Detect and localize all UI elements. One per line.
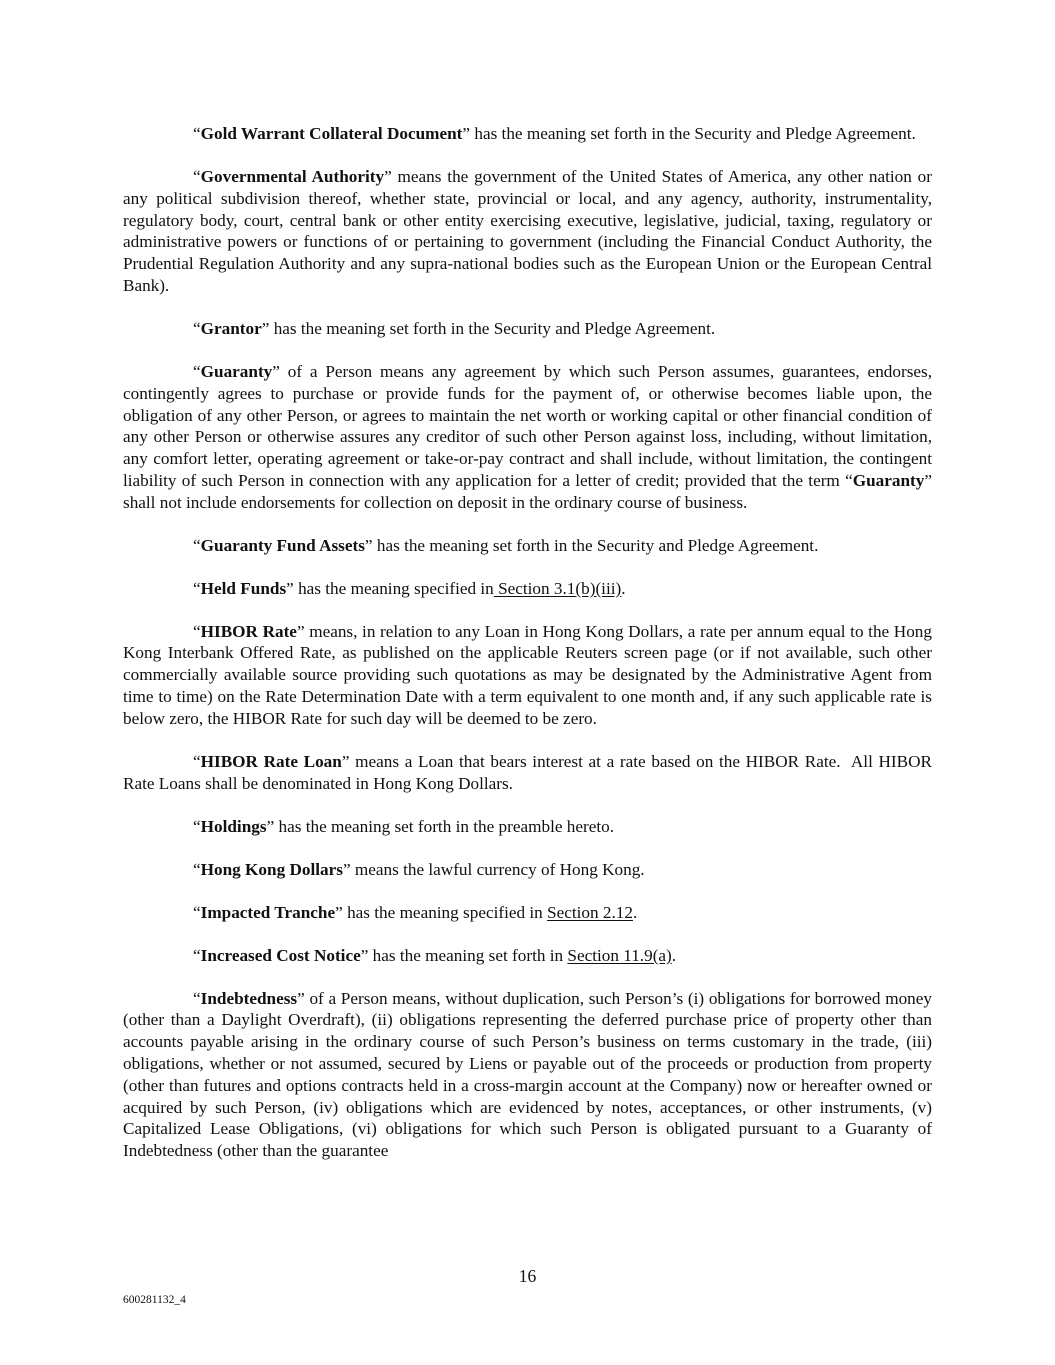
definition-increased-cost-notice: “Increased Cost Notice” has the meaning set forth in Section 11.9(a). [193, 945, 677, 965]
definition-guaranty: “Guaranty” of a Person means any agreement by which such Person assumes, guarantees, endorses, contingently agrees to purchase or provide funds for the payment of, or otherwise becomes liable upon, the obligation of any other Person, or agrees to maintain the net worth or working capital or other financial condition of any other Person or otherwise assures any creditor of such other Person against loss, including, without limitation, any comfort letter, operating agreement or take-or-pay contract and shall include, without limitation, the contingent liability of such Person in connection with any application for a letter of credit; provided that the term “Guaranty” shall not include endorsements for collection on deposit in the ordinary course of business. [123, 361, 932, 512]
defined-term: Impacted Tranche [200, 902, 336, 922]
definition-text-after: . [632, 902, 638, 922]
definition-text: means a Loan that bears interest at a rate based on the HIBOR Rate. All HIBOR Rate Loans shall be denominated in Hong Kong Dollars. [123, 751, 937, 793]
document-body [123, 123, 937, 1183]
defined-term: Increased Cost Notice [200, 945, 361, 965]
defined-term: HIBOR Rate Loan [200, 751, 342, 771]
definition-text: has the meaning set forth in the Security and Pledge Agreement. [470, 124, 916, 143]
defined-term: Governmental Authority [200, 166, 385, 186]
defined-term: HIBOR Rate [200, 621, 297, 641]
defined-term: Indebtedness [200, 988, 298, 1008]
definition-hong-kong-dollars: “Hong Kong Dollars” means the lawful currency of Hong Kong. [193, 859, 645, 879]
defined-term-inline: Guaranty [852, 470, 925, 490]
definition-text-after: . [671, 945, 677, 965]
definition-text: has the meaning set forth in the Security and Pledge Agreement. [269, 318, 716, 338]
defined-term: Gold Warrant Collateral Document [200, 124, 463, 143]
definition-gold-warrant-collateral-document: “Gold Warrant Collateral Document” has the meaning set forth in the Security and Pledge Agreement. [193, 124, 916, 143]
section-cross-reference-link[interactable]: Section 2.12 [547, 902, 633, 922]
definition-text: has the meaning set forth in the preamble hereto. [274, 816, 615, 836]
definition-text: means the lawful currency of Hong Kong. [350, 859, 645, 879]
defined-term: Held Funds [200, 578, 287, 598]
definition-text: means the government of the United States of America, any other nation or any political subdivision thereof, whether state, provincial or local, and any agency, authority, instrumentality, regulatory body, court, central bank or other entity exercising executive, legislative, judicial, taxing, regulatory or administrative powers or functions of or pertaining to government (including the Financial Conduct Authority, the Prudential Regulation Authority and any supra-national bodies such as the European Union or the European Central Bank). [123, 166, 933, 295]
definition-text-after: shall not include endorsements for collection on deposit in the ordinary course of business. [123, 492, 748, 512]
page-number [0, 1266, 1055, 1287]
definition-text: of a Person means any agreement by which such Person assumes, guarantees, endorses, contingently agrees to purchase or provide funds for the payment of, or otherwise becomes liable upon, the obligation of any other Person, or agrees to maintain the net worth or working capital or other financial condition of any other Person or otherwise assures any creditor of such other Person against loss, including, without limitation, any comfort letter, operating agreement or take-or-pay contract and shall include, without limitation, the contingent liability of such Person in connection with any application for a letter of credit; provided that the term [123, 361, 932, 490]
section-cross-reference-link[interactable]: Section 11.9(a) [567, 945, 672, 965]
definition-text: has the meaning set forth in the Security and Pledge Agreement. [372, 535, 819, 555]
definition-text: of a Person means, without duplication, such Person’s (i) obligations for borrowed money (other than a Daylight Overdraft), (ii) obligations representing the deferred purchase price of property other than accounts payable arising in the ordinary course of such Person’s business on terms customary in the trade, (iii) obligations, whether or not assumed, secured by Liens or payable out of the proceeds or production from property (other than futures and options contracts held in a cross-margin account at the Company) now or hereafter owned or acquired by such Person, (iv) obligations which are evidenced by notes, acceptances, or other instruments, (v) Capitalized Lease Obligations, (vi) obligations for which such Person is obligated pursuant to a Guaranty of Indebtedness (other than the guarantee [123, 988, 932, 1161]
definition-held-funds: “Held Funds” has the meaning specified in Section 3.1(b)(iii). [193, 578, 626, 598]
definition-hibor-rate: “HIBOR Rate” means, in relation to any Loan in Hong Kong Dollars, a rate per annum equal to the Hong Kong Interbank Offered Rate, as published on the applicable Reuters screen page (or if not available, such other commercially available source providing such quotations as may be designated by the Administrative Agent from time to time) on the Rate Determination Date with a term equivalent to one month and, if any such applicable rate is below zero, the HIBOR Rate for such day will be deemed to be zero. [123, 621, 932, 728]
definition-text: has the meaning specified in [293, 578, 494, 598]
definition-holdings: “Holdings” has the meaning set forth in the preamble hereto. [193, 816, 615, 836]
defined-term: Guaranty Fund Assets [200, 535, 365, 555]
definition-indebtedness: “Indebtedness” of a Person means, without duplication, such Person’s (i) obligations for borrowed money (other than a Daylight Overdraft), (ii) obligations representing the deferred purchase price of property other than accounts payable arising in the ordinary course of such Person’s business on terms customary in the trade, (iii) obligations, whether or not assumed, secured by Liens or payable out of the proceeds or production from property (other than futures and options contracts held in a cross-margin account at the Company) now or hereafter owned or acquired by such Person, (iv) obligations which are evidenced by notes, acceptances, or other instruments, (v) Capitalized Lease Obligations, (vi) obligations for which such Person is obligated pursuant to a Guaranty of Indebtedness (other than the guarantee [123, 988, 932, 1161]
defined-term: Guaranty [200, 361, 273, 381]
defined-term: Holdings [200, 816, 267, 836]
definition-impacted-tranche: “Impacted Tranche” has the meaning specified in Section 2.12. [193, 902, 638, 922]
definition-guaranty-fund-assets: “Guaranty Fund Assets” has the meaning set forth in the Security and Pledge Agreement. [193, 535, 819, 555]
definition-text-after: . [621, 578, 626, 598]
definition-text: has the meaning specified in [342, 902, 548, 922]
section-cross-reference-link[interactable]: Section 3.1(b)(iii) [493, 578, 622, 598]
definition-text: means, in relation to any Loan in Hong Kong Dollars, a rate per annum equal to the Hong Kong Interbank Offered Rate, as published on the applicable Reuters screen page (or if not available, such other commercially available source providing such quotations as may be designated by the Administrative Agent from time to time) on the Rate Determination Date with a term equivalent to one month and, if any such applicable rate is below zero, the HIBOR Rate for such day will be deemed to be zero. [123, 621, 932, 728]
defined-term: Grantor [200, 318, 262, 338]
definition-text: has the meaning set forth in [368, 945, 568, 965]
definition-hibor-rate-loan: “HIBOR Rate Loan” means a Loan that bears interest at a rate based on the HIBOR Rate. All HIBOR Rate Loans shall be denominated in Hong Kong Dollars. [123, 751, 937, 793]
document-id-footer: 600281132_4 [123, 1294, 186, 1306]
page-number-text: 16 [518, 1266, 537, 1286]
definition-grantor: “Grantor” has the meaning set forth in the Security and Pledge Agreement. [193, 318, 716, 338]
defined-term: Hong Kong Dollars [200, 859, 343, 879]
definition-governmental-authority: “Governmental Authority” means the government of the United States of America, any other nation or any political subdivision thereof, whether state, provincial or local, and any agency, authority, instrumentality, regulatory body, court, central bank or other entity exercising executive, legislative, judicial, taxing, regulatory or administrative powers or functions of or pertaining to government (including the Financial Conduct Authority, the Prudential Regulation Authority and any supra-national bodies such as the European Union or the European Central Bank). [123, 166, 933, 295]
